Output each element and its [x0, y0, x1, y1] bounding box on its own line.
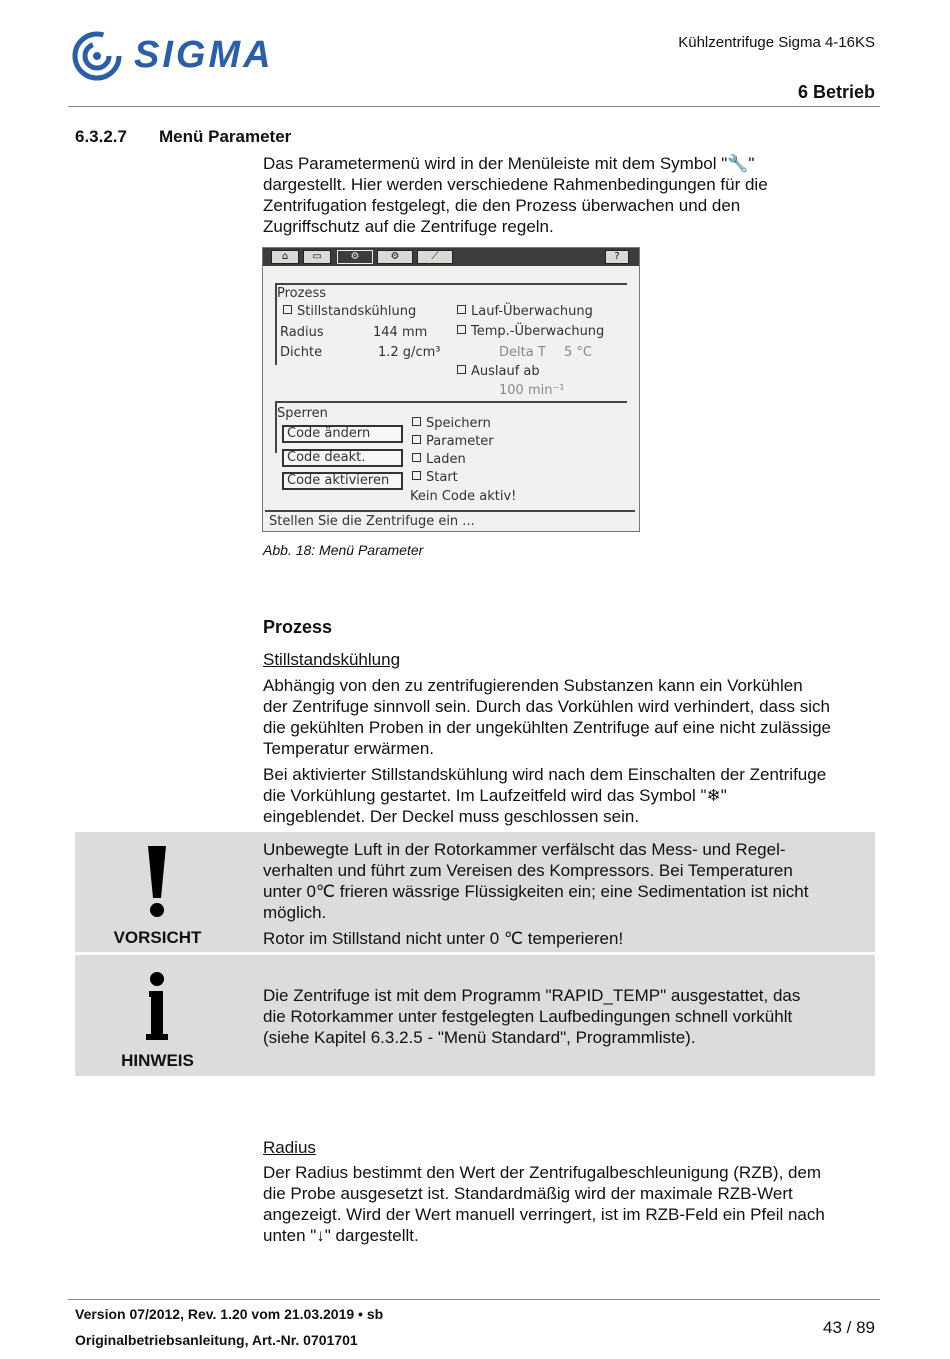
temp-option: [457, 324, 604, 339]
checkbox-icon: [457, 365, 466, 374]
product-name: Kühlzentrifuge Sigma 4-16KS: [678, 34, 875, 51]
status-divider: [265, 510, 635, 512]
header-divider: [68, 106, 880, 107]
footer-article: Originalbetriebsanleitung, Art.-Nr. 0701701: [75, 1332, 358, 1348]
text-line: die Probe ausgesetzt ist. Standardmäßig wird der maximale RZB-Wert: [263, 1184, 793, 1203]
checkbox-icon: [283, 305, 292, 314]
text-line: verhalten und führt zum Vereisen des Kompressors. Bei Temperaturen: [263, 861, 793, 880]
prozess-group-line: [275, 283, 627, 285]
programs-tab-icon: ▭: [303, 250, 331, 264]
lock-save-label: Speichern: [426, 416, 491, 431]
checkbox-icon: [412, 453, 421, 462]
caution-instruction: Rotor im Stillstand nicht unter 0 ℃ temperieren!: [263, 929, 624, 948]
delta-label: Delta T: [499, 345, 546, 360]
sperren-group-title: Sperren: [277, 406, 328, 421]
temp-label: Temp.-Überwachung: [471, 324, 605, 339]
checkbox-icon: [457, 325, 466, 334]
info-label: HINWEIS: [121, 1051, 194, 1070]
lock-load-option: [412, 452, 466, 467]
brand-wordmark: SIGMA: [134, 34, 274, 76]
auslauf-option: [457, 364, 540, 379]
figure-caption: Abb. 18: Menü Parameter: [263, 542, 424, 558]
intro-line: Zentrifugation festgelegt, die den Prozess überwachen und den: [263, 196, 741, 215]
info-i-icon: [144, 972, 170, 1042]
menu-bar: [263, 248, 639, 266]
text-line: Bei aktivierter Stillstandskühlung wird nach dem Einschalten der Zentrifuge: [263, 765, 827, 784]
parameter-menu-screenshot: [262, 247, 640, 532]
caution-text: [263, 839, 873, 923]
lauf-label: Lauf-Überwachung: [471, 304, 593, 319]
page-number: 43 / 89: [823, 1318, 875, 1337]
curve-tab-icon: ⟋: [417, 250, 453, 264]
radius-value: 144 mm: [373, 325, 428, 340]
chapter-title: 6 Betrieb: [797, 82, 875, 102]
lock-save-option: [412, 416, 491, 431]
text-line: (siehe Kapitel 6.3.2.5 - "Menü Standard", Programmliste).: [263, 1028, 696, 1047]
stillstand-paragraph-1: [263, 675, 878, 759]
text-line: die gekühlten Proben in der ungekühlten Zentrifuge auf eine nicht zulässige: [263, 718, 831, 737]
caution-label: VORSICHT: [113, 928, 202, 947]
code-deactivate-button: Code deakt.: [282, 449, 403, 467]
footer-divider: [68, 1299, 880, 1300]
radius-heading: Radius: [263, 1138, 316, 1157]
help-tab-icon: ?: [605, 250, 629, 264]
sperren-group-line: [275, 401, 627, 403]
stillstand-label: Stillstandskühlung: [297, 304, 417, 319]
no-code-text: Kein Code aktiv!: [410, 489, 517, 504]
text-line: unten "↓" dargestellt.: [263, 1226, 419, 1245]
stillstand-paragraph-2: [263, 764, 878, 827]
lock-start-label: Start: [426, 470, 458, 485]
checkbox-icon: [412, 435, 421, 444]
lauf-option: [457, 304, 593, 319]
intro-line: Das Parametermenü wird in der Menüleiste mit dem Symbol "🔧": [263, 154, 755, 173]
wrench-tab-icon: ⚙: [337, 250, 373, 264]
text-line: angezeigt. Wird der Wert manuell verringert, ist im RZB-Feld ein Pfeil nach: [263, 1205, 825, 1224]
text-line: Der Radius bestimmt den Wert der Zentrifugalbeschleunigung (RZB), dem: [263, 1163, 822, 1182]
checkbox-icon: [457, 305, 466, 314]
dichte-value: 1.2 g/cm³: [378, 345, 441, 360]
intro-line: dargestellt. Hier werden verschiedene Rahmenbedingungen für die: [263, 175, 768, 194]
exclamation-icon: [145, 844, 169, 918]
radius-label: Radius: [280, 325, 324, 340]
text-line: eingeblendet. Der Deckel muss geschlossen sein.: [263, 807, 640, 826]
code-change-button: Code ändern: [282, 425, 403, 443]
footer-version: Version 07/2012, Rev. 1.20 vom 21.03.2019 • sb: [75, 1306, 384, 1322]
text-line: Die Zentrifuge ist mit dem Programm "RAPID_TEMP" ausgestattet, das: [263, 986, 801, 1005]
text-line: die Vorkühlung gestartet. Im Laufzeitfeld wird das Symbol "❄": [263, 786, 727, 805]
sigma-logo: [72, 30, 287, 82]
checkbox-icon: [412, 417, 421, 426]
auslauf-value: 100 min⁻¹: [499, 383, 565, 398]
text-line: der Zentrifuge sinnvoll sein. Durch das Vorkühlen wird verhindert, dass sich: [263, 697, 830, 716]
info-text: [263, 985, 873, 1048]
text-line: die Rotorkammer unter festgelegten Laufbedingungen schnell vorkühlt: [263, 1007, 793, 1026]
delta-value: 5 °C: [564, 345, 592, 360]
radius-paragraph: [263, 1162, 878, 1246]
intro-paragraph: [263, 153, 878, 237]
info-notice: [75, 955, 875, 1076]
checkbox-icon: [412, 471, 421, 480]
stillstand-option: [283, 304, 416, 319]
lock-parameter-label: Parameter: [426, 434, 494, 449]
section-title: Menü Parameter: [159, 127, 292, 146]
code-activate-button: Code aktivieren: [282, 472, 403, 490]
home-tab-icon: ⌂: [271, 250, 299, 264]
text-line: möglich.: [263, 903, 327, 922]
lock-parameter-option: [412, 434, 494, 449]
prozess-group-title: Prozess: [277, 286, 326, 301]
dichte-label: Dichte: [280, 345, 323, 360]
caution-notice: [75, 832, 875, 952]
intro-line: Zugriffschutz auf die Zentrifuge regeln.: [263, 217, 554, 236]
stillstand-heading: Stillstandskühlung: [263, 650, 401, 669]
status-text: Stellen Sie die Zentrifuge ein ...: [269, 514, 475, 529]
lock-load-label: Laden: [426, 452, 466, 467]
text-line: unter 0℃ frieren wässrige Flüssigkeiten ein; eine Sedimentation ist nicht: [263, 882, 809, 901]
text-line: Unbewegte Luft in der Rotorkammer verfälscht das Mess- und Regel-: [263, 840, 786, 859]
section-number: 6.3.2.7: [75, 127, 127, 146]
text-line: Abhängig von den zu zentrifugierenden Substanzen kann ein Vorkühlen: [263, 676, 803, 695]
auslauf-label: Auslauf ab: [471, 364, 540, 379]
lock-start-option: [412, 470, 458, 485]
text-line: Temperatur erwärmen.: [263, 739, 435, 758]
settings-tab-icon: ⚙: [377, 250, 413, 264]
prozess-heading: Prozess: [263, 617, 333, 637]
